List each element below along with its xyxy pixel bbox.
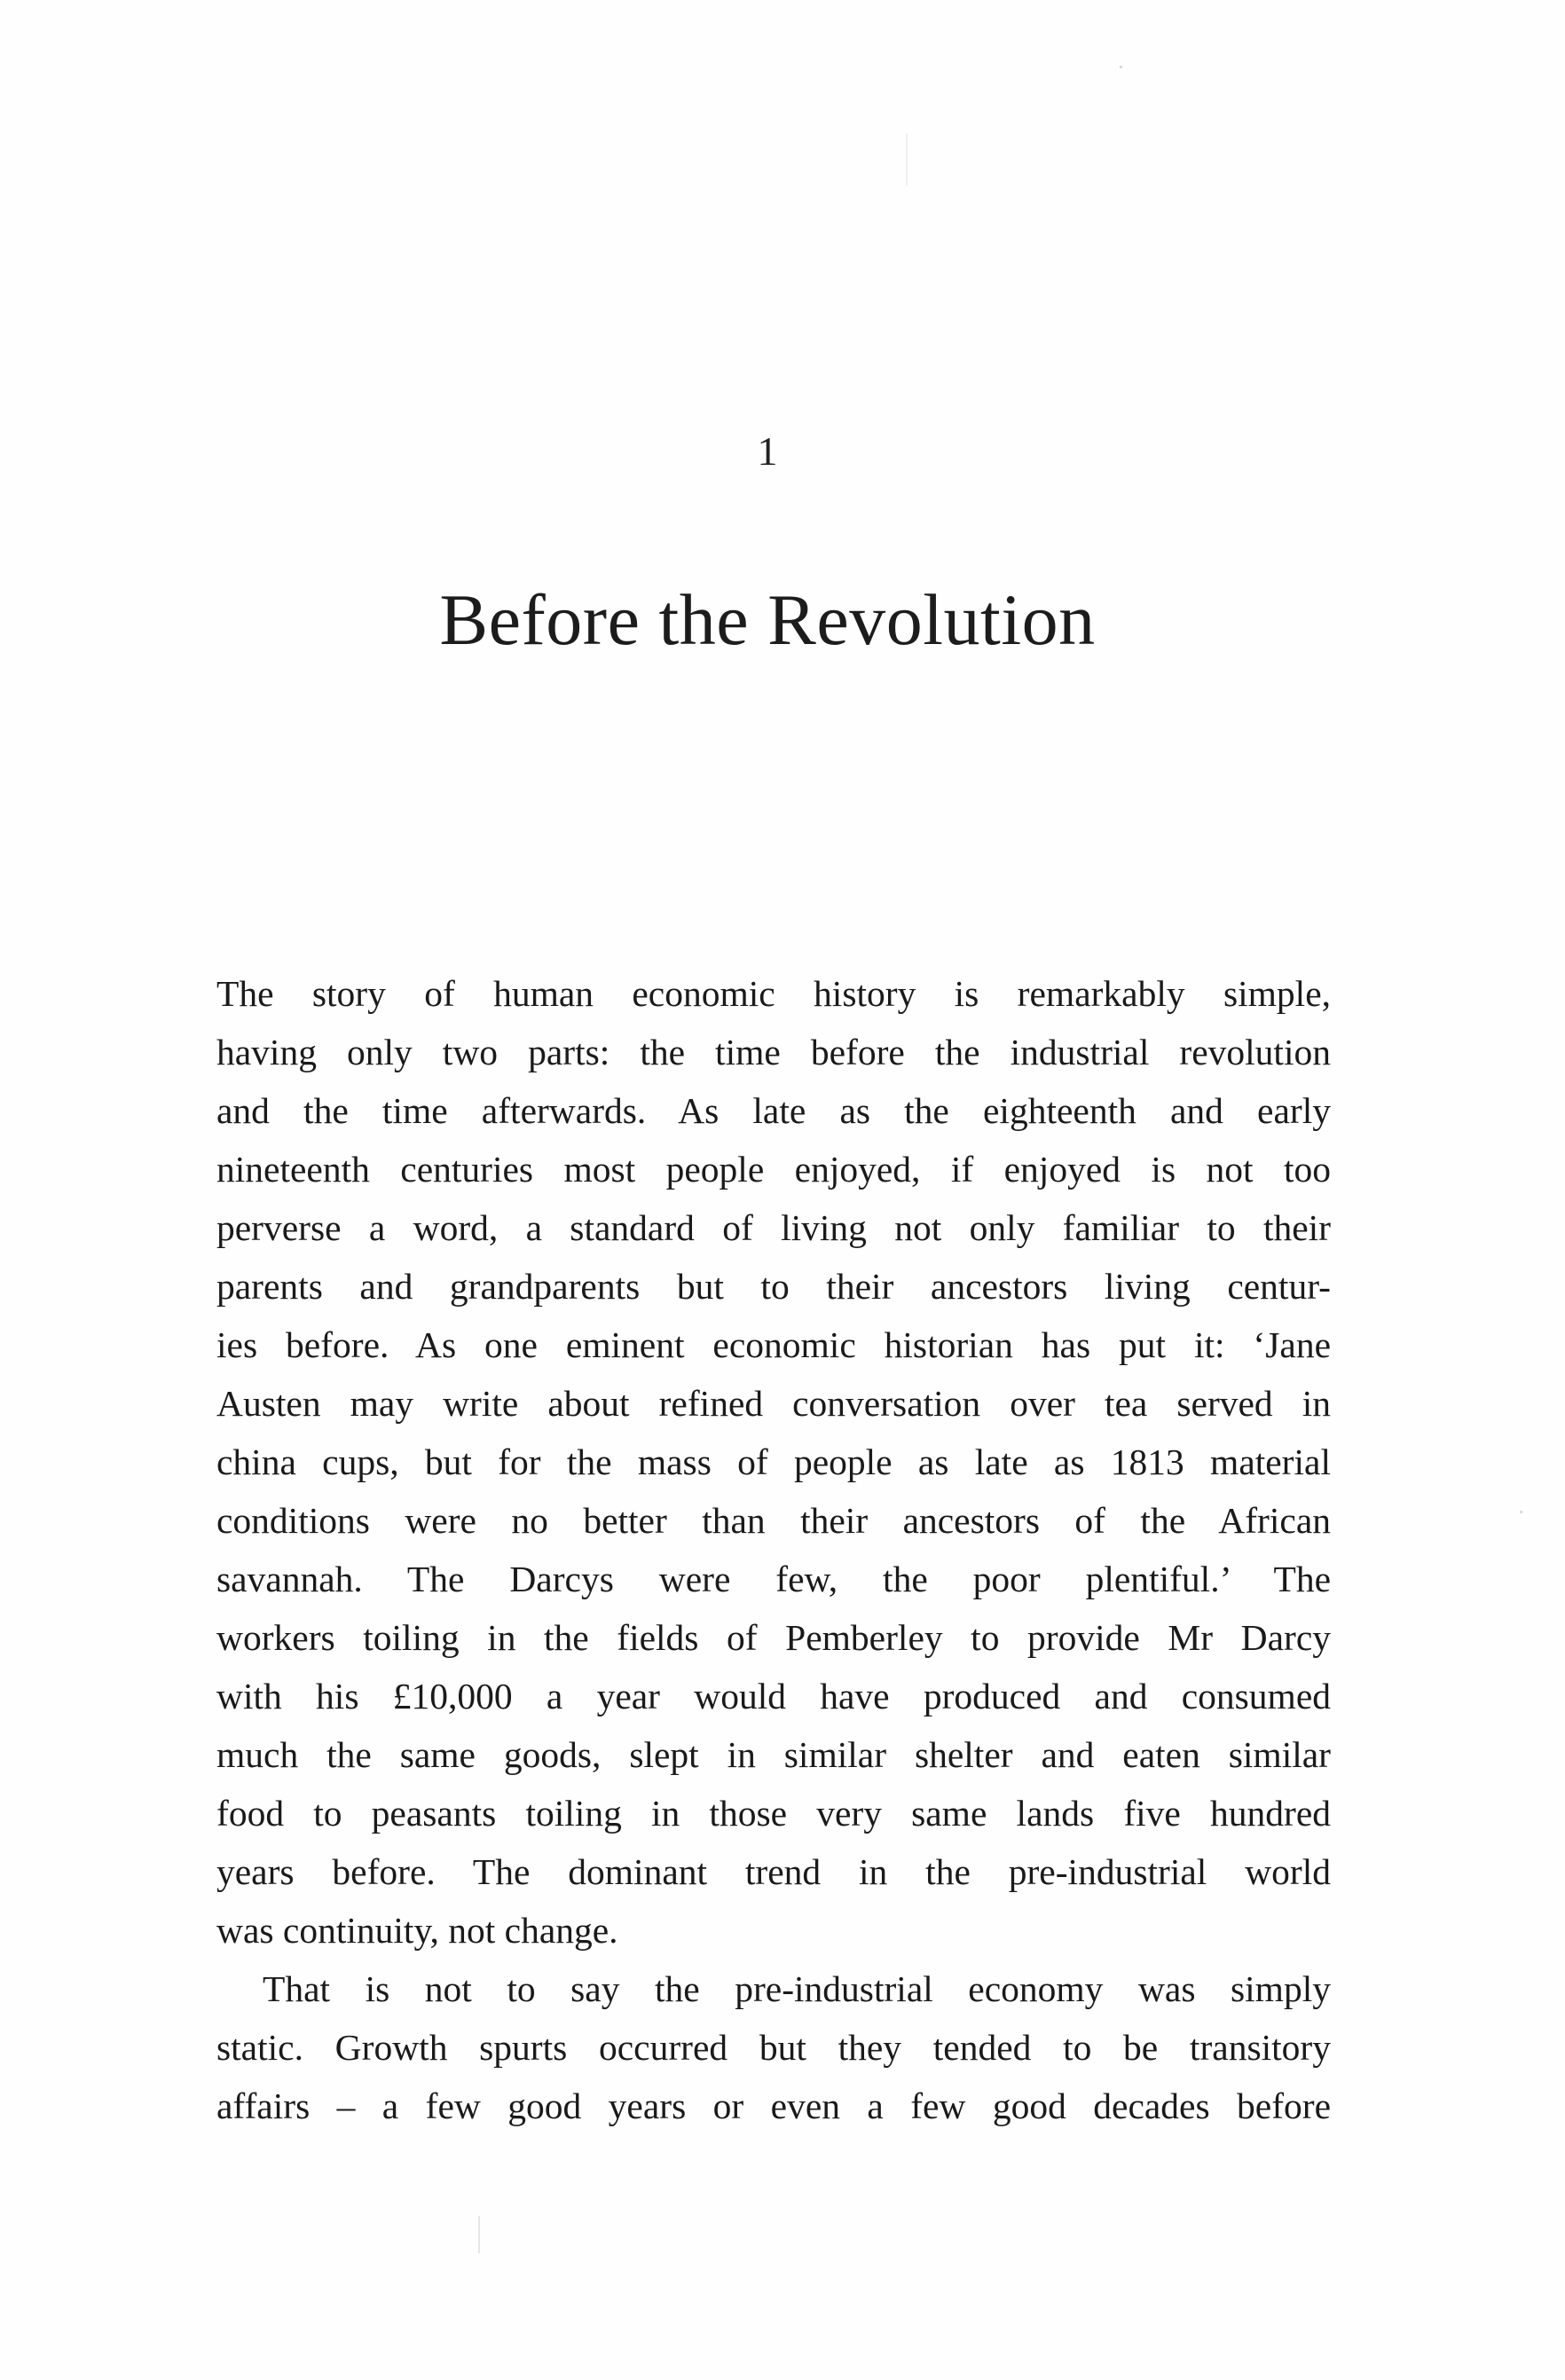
text-line: conditions were no better than their ancestors of the African bbox=[216, 1500, 1331, 1541]
text-line: and the time afterwards. As late as the eighteenth and early bbox=[216, 1090, 1331, 1131]
paragraph-1 bbox=[216, 964, 1331, 1960]
text-line: savannah. The Darcys were few, the poor plentiful.’ The bbox=[216, 1559, 1331, 1599]
text-line: perverse a word, a standard of living not only familiar to their bbox=[216, 1207, 1331, 1248]
text-line: Austen may write about refined conversation over tea served in bbox=[216, 1383, 1331, 1424]
scan-speck bbox=[478, 2216, 480, 2253]
chapter-number: 1 bbox=[757, 428, 778, 474]
text-line: much the same goods, slept in similar shelter and eaten similar bbox=[216, 1734, 1331, 1775]
scan-speck bbox=[906, 133, 908, 186]
chapter-body bbox=[216, 964, 1331, 2135]
text-line: food to peasants toiling in those very same lands five hundred bbox=[216, 1793, 1331, 1834]
text-line: workers toiling in the fields of Pemberley to provide Mr Darcy bbox=[216, 1617, 1331, 1658]
text-line: ies before. As one eminent economic historian has put it: ‘Jane bbox=[216, 1324, 1331, 1365]
text-line: china cups, but for the mass of people as late as 1813 material bbox=[216, 1441, 1331, 1482]
text-line: The story of human economic history is remarkably simple, bbox=[216, 973, 1331, 1014]
text-line: with his £10,000 a year would have produced and consumed bbox=[216, 1676, 1331, 1716]
text-line: parents and grandparents but to their ancestors living centur- bbox=[216, 1266, 1331, 1307]
text-line: affairs – a few good years or even a few good decades before bbox=[216, 2085, 1331, 2126]
chapter-title: Before the Revolution bbox=[439, 579, 1096, 660]
text-line: That is not to say the pre-industrial economy was simply bbox=[263, 1968, 1331, 2009]
text-line: was continuity, not change. bbox=[216, 1910, 618, 1951]
text-line: having only two parts: the time before the industrial revolution bbox=[216, 1032, 1331, 1072]
paragraph-2 bbox=[216, 1960, 1331, 2135]
scan-speck bbox=[1120, 66, 1122, 68]
text-line: years before. The dominant trend in the pre-industrial world bbox=[216, 1851, 1331, 1892]
text-line: nineteenth centuries most people enjoyed, if enjoyed is not too bbox=[216, 1149, 1331, 1190]
scan-speck bbox=[1520, 1511, 1522, 1513]
text-line: static. Growth spurts occurred but they tended to be transitory bbox=[216, 2027, 1331, 2068]
